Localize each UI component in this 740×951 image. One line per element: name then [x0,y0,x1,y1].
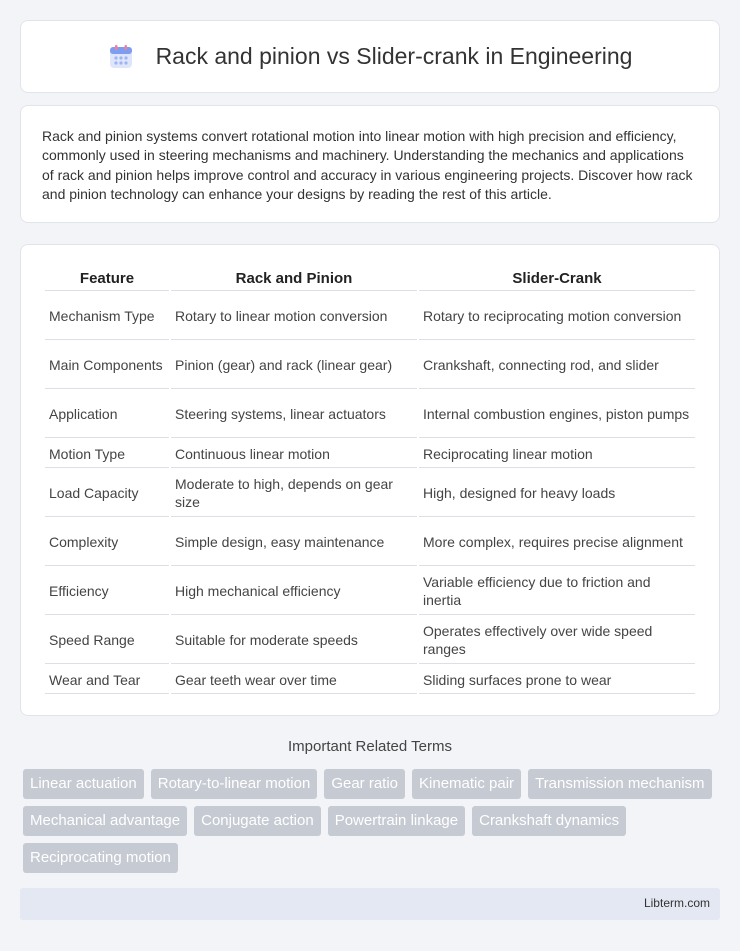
related-term-tag[interactable]: Conjugate action [194,806,321,836]
header-slider-crank: Slider-Crank [419,268,695,291]
related-term-tag[interactable]: Linear actuation [23,769,144,799]
feature-cell: Wear and Tear [45,666,169,694]
slider-crank-cell: Reciprocating linear motion [419,440,695,468]
rack-and-pinion-cell: Suitable for moderate speeds [171,617,417,664]
feature-cell: Application [45,391,169,438]
rack-and-pinion-cell: Continuous linear motion [171,440,417,468]
comparison-card [20,244,720,716]
feature-cell: Complexity [45,519,169,566]
table-row [45,391,695,438]
comparison-table [43,266,697,696]
related-term-tag[interactable]: Kinematic pair [412,769,521,799]
table-row [45,440,695,468]
table-row [45,342,695,389]
feature-cell: Efficiency [45,568,169,615]
feature-cell: Speed Range [45,617,169,664]
feature-cell: Load Capacity [45,470,169,517]
rack-and-pinion-cell: Gear teeth wear over time [171,666,417,694]
related-term-tag[interactable]: Mechanical advantage [23,806,187,836]
table-header-row [45,268,695,291]
table-row [45,519,695,566]
slider-crank-cell: Operates effectively over wide speed ranges [419,617,695,664]
table-row [45,666,695,694]
table-row [45,470,695,517]
related-term-tag[interactable]: Gear ratio [324,769,405,799]
related-terms-title: Important Related Terms [288,738,452,755]
intro-card [20,105,720,223]
related-term-tag[interactable]: Transmission mechanism [528,769,712,799]
rack-and-pinion-cell: Rotary to linear motion conversion [171,293,417,340]
footer [20,888,720,920]
table-row [45,293,695,340]
rack-and-pinion-cell: Pinion (gear) and rack (linear gear) [171,342,417,389]
rack-and-pinion-cell: Steering systems, linear actuators [171,391,417,438]
related-terms-list [23,769,723,873]
related-term-tag[interactable]: Powertrain linkage [328,806,465,836]
page-title: Rack and pinion vs Slider-crank in Engineering [155,43,633,69]
table-row [45,617,695,664]
slider-crank-cell: Internal combustion engines, piston pumps [419,391,695,438]
calendar-icon [108,44,134,70]
footer-site[interactable]: Libterm.com [643,896,710,910]
feature-cell: Main Components [45,342,169,389]
intro-text: Rack and pinion systems convert rotational motion into linear motion with high precision and efficiency, commonly used in steering mechanisms and machinery. Understanding the mechanics and applications of rack and pinion helps improve control and accuracy in various engineering projects. Discover how rack and pinion technology can enhance your designs by reading the rest of this article. [42,128,693,202]
related-term-tag[interactable]: Rotary-to-linear motion [151,769,318,799]
related-term-tag[interactable]: Crankshaft dynamics [472,806,626,836]
rack-and-pinion-cell: Simple design, easy maintenance [171,519,417,566]
slider-crank-cell: Variable efficiency due to friction and inertia [419,568,695,615]
slider-crank-cell: High, designed for heavy loads [419,470,695,517]
feature-cell: Motion Type [45,440,169,468]
rack-and-pinion-cell: Moderate to high, depends on gear size [171,470,417,517]
header-rack-and-pinion: Rack and Pinion [171,268,417,291]
slider-crank-cell: More complex, requires precise alignment [419,519,695,566]
feature-cell: Mechanism Type [45,293,169,340]
table-row [45,568,695,615]
related-term-tag[interactable]: Reciprocating motion [23,843,178,873]
slider-crank-cell: Rotary to reciprocating motion conversion [419,293,695,340]
slider-crank-cell: Crankshaft, connecting rod, and slider [419,342,695,389]
title-card [20,20,720,93]
header-feature: Feature [45,268,169,291]
rack-and-pinion-cell: High mechanical efficiency [171,568,417,615]
slider-crank-cell: Sliding surfaces prone to wear [419,666,695,694]
